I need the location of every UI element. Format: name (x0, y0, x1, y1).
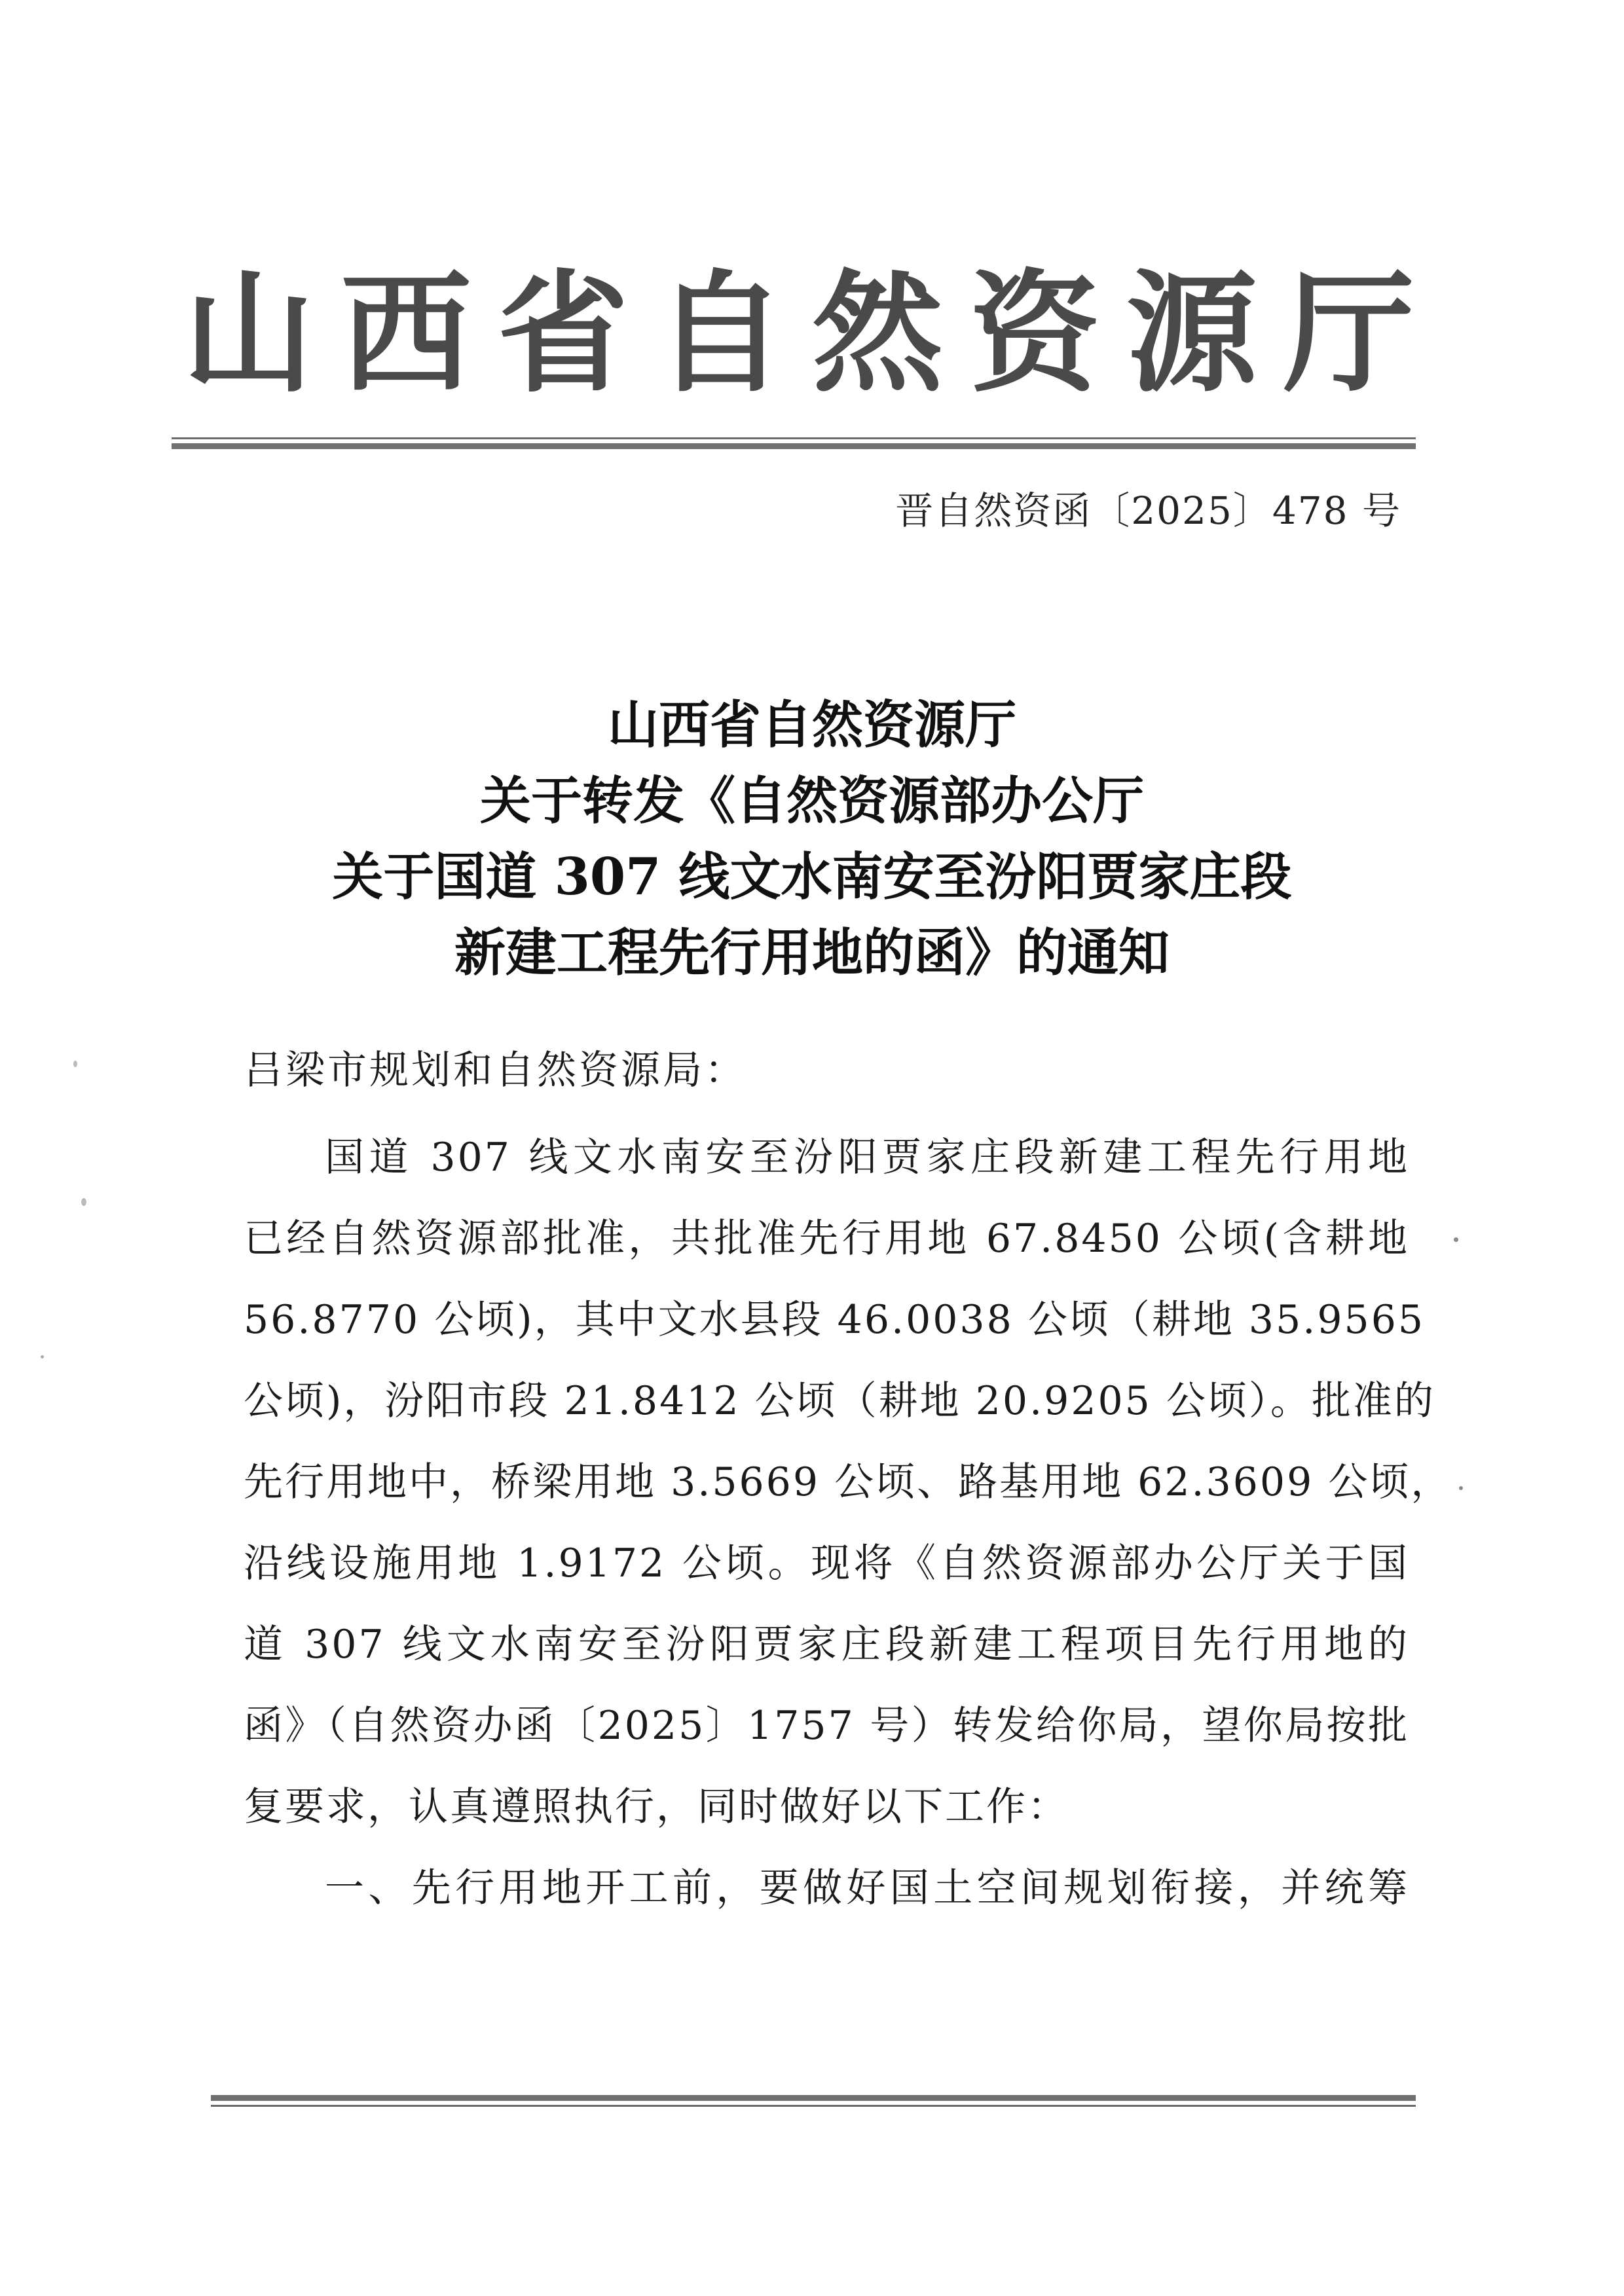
letterhead-divider (172, 437, 1416, 449)
salutation: 吕梁市规划和自然资源局： (244, 1048, 747, 1093)
document-title (196, 687, 1428, 991)
body-line: 先行用地中，桥梁用地 3.5669 公顷、路基用地 62.3609 公顷， (244, 1459, 1452, 1505)
body-line: 已经自然资源部批准，共批准先行用地 67.8450 公顷(含耕地 (244, 1216, 1409, 1262)
body-line: 国道 307 线文水南安至汾阳贾家庄段新建工程先行用地 (325, 1135, 1409, 1180)
scan-speck (73, 1061, 77, 1067)
title-line: 关于国道 307 线文水南安至汾阳贾家庄段 (332, 847, 1292, 907)
footer-divider (211, 2095, 1416, 2107)
body-paragraph-1 (244, 1117, 1452, 1848)
title-line: 关于转发《自然资源部办公厅 (479, 771, 1144, 831)
letterhead-org-name: 山西省自然资源厅 (183, 257, 1441, 410)
scan-speck (1454, 1237, 1458, 1242)
document-number: 晋自然资函〔2025〕478 号 (895, 488, 1401, 533)
title-line: 山西省自然资源厅 (607, 695, 1016, 755)
scan-speck (81, 1198, 86, 1206)
scan-speck (1459, 1486, 1463, 1490)
title-line: 新建工程先行用地的函》的通知 (454, 923, 1170, 983)
body-line: 道 307 线文水南安至汾阳贾家庄段新建工程项目先行用地的 (244, 1622, 1409, 1667)
scan-speck (41, 1355, 44, 1358)
body-line: 函》（自然资办函〔2025〕1757 号）转发给你局，望你局按批 (244, 1703, 1409, 1749)
body-line: 沿线设施用地 1.9172 公顷。现将《自然资源部办公厅关于国 (244, 1540, 1409, 1586)
divider-thick-line (172, 443, 1416, 449)
body-paragraph-2 (244, 1848, 1409, 1929)
body-line: 复要求，认真遵照执行，同时做好以下工作： (244, 1784, 1069, 1830)
body-line: 公顷)，汾阳市段 21.8412 公顷（耕地 20.9205 公顷）。批准的 (244, 1378, 1435, 1424)
divider-thin-line (172, 437, 1416, 439)
body-line: 一、先行用地开工前，要做好国土空间规划衔接，并统筹 (325, 1865, 1409, 1911)
body-line: 56.8770 公顷)，其中文水县段 46.0038 公顷（耕地 35.9565 (244, 1297, 1426, 1343)
divider-thin-line (211, 2105, 1416, 2107)
divider-thick-line (211, 2095, 1416, 2101)
